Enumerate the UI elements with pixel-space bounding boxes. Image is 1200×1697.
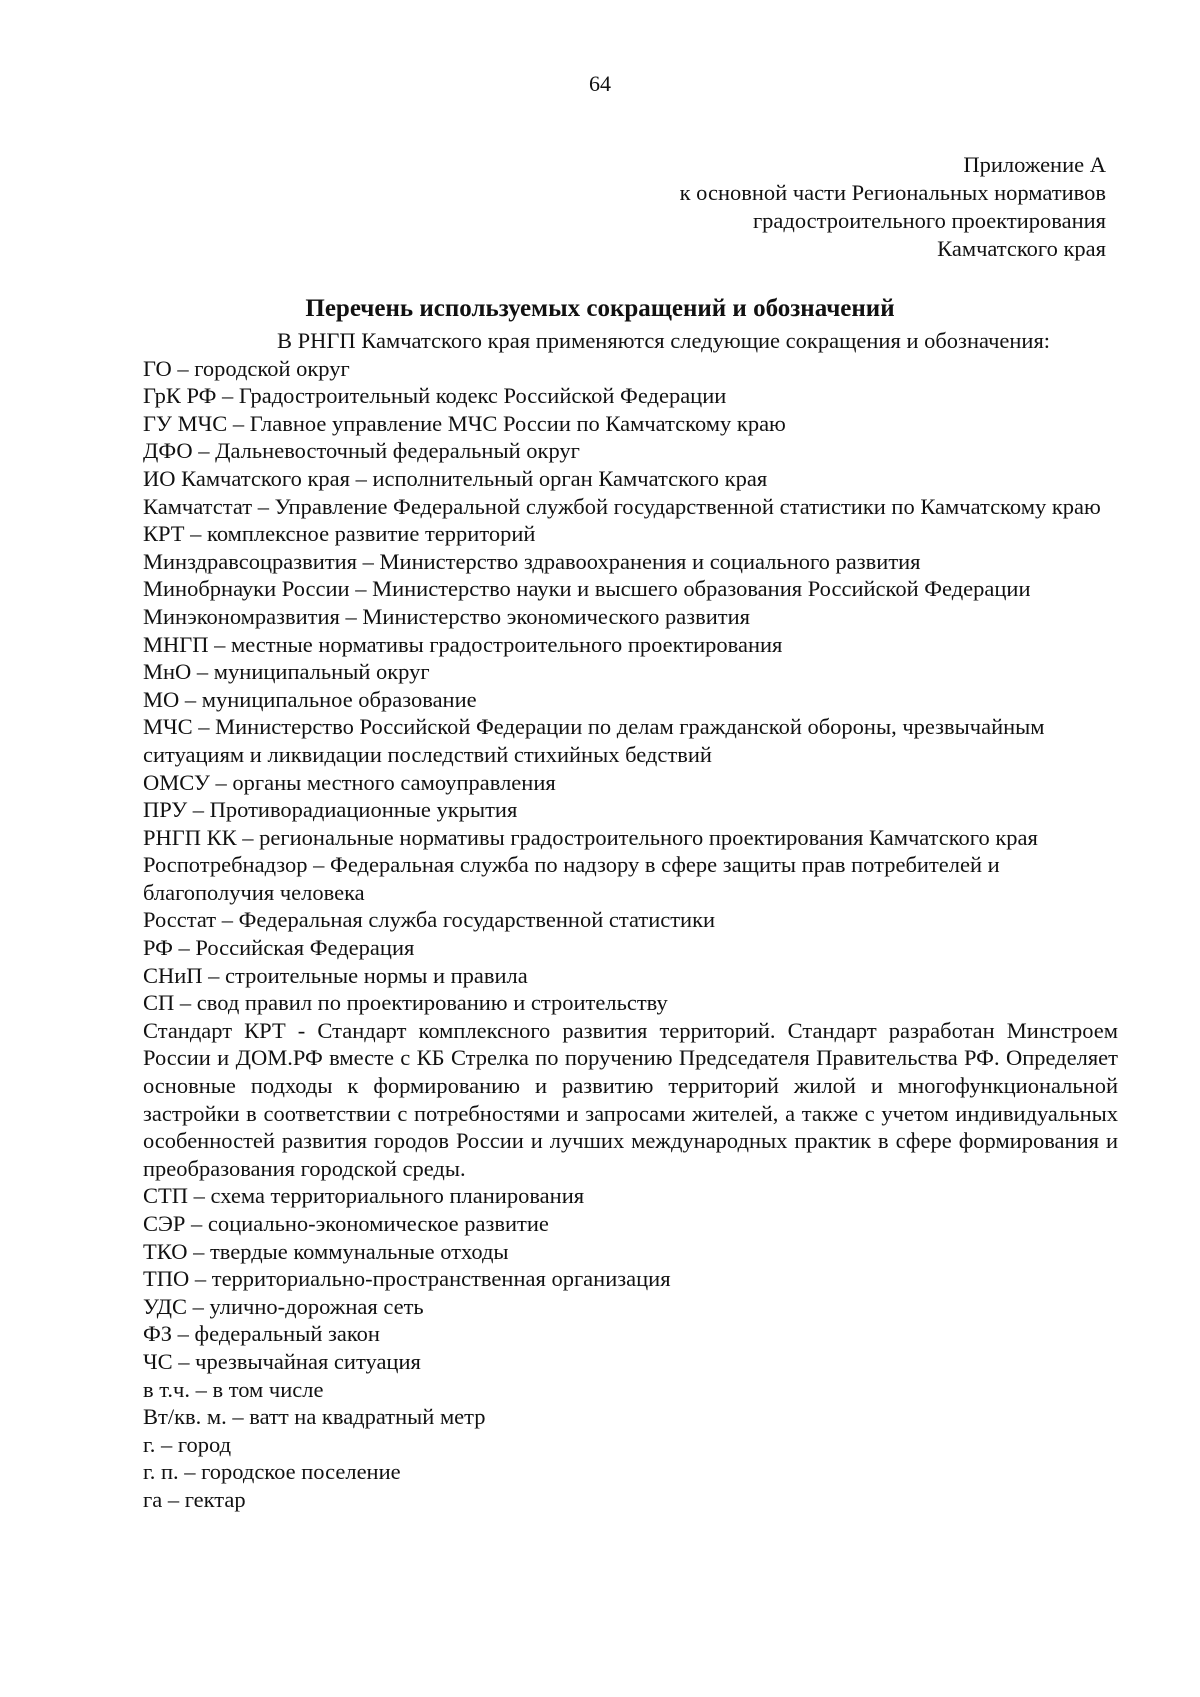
- list-item: Вт/кв. м. – ватт на квадратный метр: [143, 1404, 486, 1430]
- list-item: СП – свод правил по проектированию и строительству: [143, 990, 668, 1016]
- list-item: МО – муниципальное образование: [143, 686, 477, 712]
- list-item: в т.ч. – в том числе: [143, 1376, 324, 1402]
- list-item: СЭР – социально-экономическое развитие: [143, 1211, 549, 1236]
- intro-paragraph: В РНГП Камчатского края применяются следующие сокращения и обозначения:: [277, 328, 1051, 353]
- list-item: МЧС – Министерство Российской Федерации по делам гражданской обороны, чрезвычайным ситуациям и ликвидации последствий стихийных бедствий: [143, 714, 1045, 767]
- appendix-line: к основной части Региональных нормативов: [679, 180, 1106, 205]
- list-item: ГУ МЧС – Главное управление МЧС России по Камчатскому краю: [143, 410, 786, 436]
- list-item: КРТ – комплексное развитие территорий: [143, 521, 536, 547]
- list-item: Минэкономразвития – Министерство экономического развития: [143, 603, 751, 629]
- list-item: г. – город: [143, 1431, 232, 1457]
- list-item: РФ – Российская Федерация: [143, 935, 415, 961]
- list-item: ТПО – территориально-пространственная организация: [143, 1266, 671, 1292]
- list-item: ФЗ – федеральный закон: [143, 1321, 380, 1347]
- list-item: ТКО – твердые коммунальные отходы: [143, 1238, 509, 1264]
- abbreviations-list: [143, 327, 1118, 1514]
- list-item: ОМСУ – органы местного самоуправления: [143, 769, 556, 795]
- list-item: г. п. – городское поселение: [143, 1459, 401, 1485]
- appendix-line: Камчатского края: [937, 236, 1106, 261]
- list-item: Камчатстат – Управление Федеральной службой государственной статистики по Камчатскому краю: [143, 493, 1101, 519]
- list-item: Минобрнауки России – Министерство науки и высшего образования Российской Федерации: [143, 576, 1031, 602]
- appendix-line: градостроительного проектирования: [752, 208, 1106, 233]
- list-item: Стандарт КРТ - Стандарт комплексного развития территорий. Стандарт разработан Минстроем России и ДОМ.РФ вместе с КБ Стрелка по поручению Председателя Правительства РФ. Определяет основные подходы к формированию и развитию территорий жилой и многофункциональной застройки в соответствии с потребностями и запросами жителей, а также с учетом индивидуальных особенностей развития городов России и лучших международных практик в сфере формирования и преобразования городской среды.: [143, 1017, 1118, 1181]
- list-item: га – гектар: [143, 1486, 246, 1512]
- list-item: РНГП КК – региональные нормативы градостроительного проектирования Камчатского края: [143, 824, 1038, 850]
- list-item: ЧС – чрезвычайная ситуация: [143, 1348, 421, 1374]
- list-item: Роспотребнадзор – Федеральная служба по надзору в сфере защиты прав потребителей и благополучия человека: [143, 852, 1000, 905]
- page-title: Перечень используемых сокращений и обозначений: [305, 295, 895, 322]
- list-item: Минздравсоцразвития – Министерство здравоохранения и социального развития: [143, 548, 921, 574]
- list-item: ДФО – Дальневосточный федеральный округ: [143, 438, 580, 464]
- list-item: СНиП – строительные нормы и правила: [143, 962, 528, 988]
- list-item: МНГП – местные нормативы градостроительного проектирования: [143, 631, 783, 657]
- page-number: 64: [589, 71, 611, 96]
- list-item: ПРУ – Противорадиационные укрытия: [143, 797, 518, 823]
- appendix-header: [680, 151, 1106, 263]
- list-item: СТП – схема территориального планирования: [143, 1183, 585, 1209]
- list-item: ИО Камчатского края – исполнительный орган Камчатского края: [143, 465, 768, 491]
- appendix-line: Приложение А: [963, 152, 1106, 177]
- list-item: ГрК РФ – Градостроительный кодекс Российской Федерации: [143, 383, 727, 409]
- list-item: Росстат – Федеральная служба государственной статистики: [143, 907, 716, 933]
- list-item: МнО – муниципальный округ: [143, 659, 430, 685]
- list-item: УДС – улично-дорожная сеть: [143, 1293, 424, 1319]
- list-item: ГО – городской округ: [143, 355, 350, 381]
